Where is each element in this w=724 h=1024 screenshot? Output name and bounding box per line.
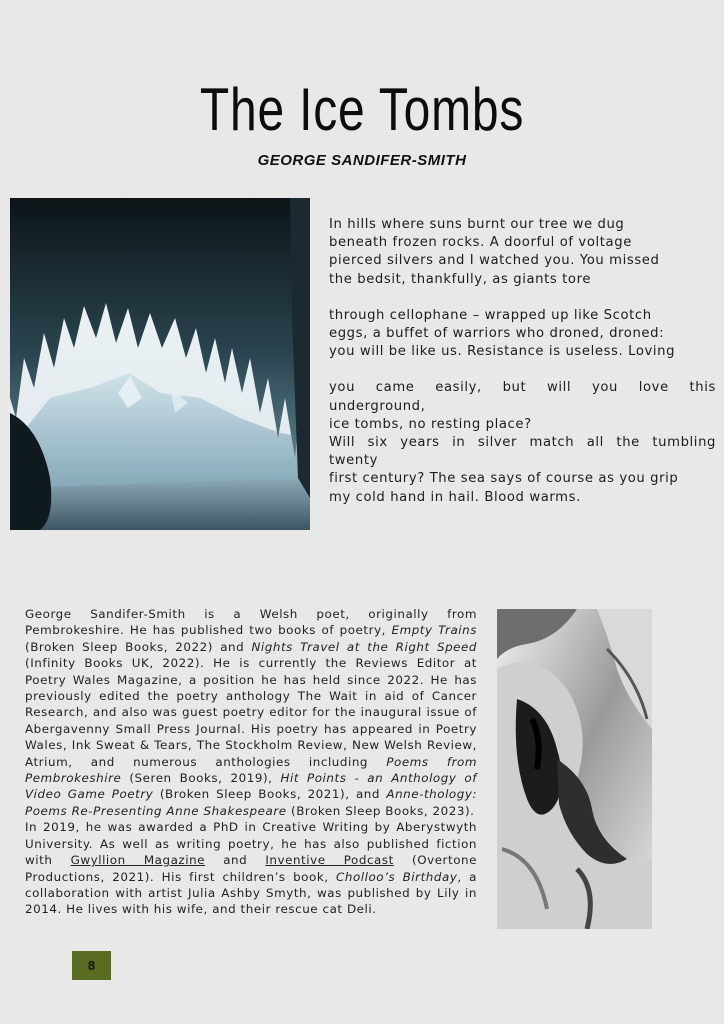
poem-line: pierced silvers and I watched you. You missed (329, 253, 660, 269)
poem-line: you will be like us. Resistance is useless. Loving (329, 344, 676, 360)
book-title: Nights Travel at the Right Speed (251, 639, 477, 654)
poem-stanza-1 (329, 216, 716, 289)
bio-text: (Broken Sleep Books, 2021), and (153, 787, 387, 802)
book-title: Cholloo’s Birthday (336, 869, 458, 884)
book-title: Empty Trains (391, 623, 477, 638)
bio-text: (Seren Books, 2019), (121, 771, 281, 786)
poem-line: underground, (329, 398, 426, 414)
poem-line: eggs, a buffet of warriors who droned, droned: (329, 326, 665, 342)
page-title: The Ice Tombs (199, 76, 525, 143)
bio-text: George Sandifer-Smith is a Welsh poet, originally from Pembrokeshire. He has published two books of poetry, (25, 607, 477, 638)
inventive-podcast-link[interactable]: Inventive Podcast (265, 853, 394, 868)
book-title: Anne-thology: Poems Re-Presenting Anne Shakespeare (25, 787, 477, 818)
page-number: 8 (72, 951, 111, 980)
author-bio (25, 606, 477, 918)
author-name: GEORGE SANDIFER-SMITH (257, 152, 467, 169)
poem-stanza-2 (329, 307, 716, 362)
bio-text: , a collaboration with artist Julia Ashby Smyth, was published by Lily in 2014. He lives with his wife, and their rescue cat Deli. (25, 869, 477, 917)
poem-line: ice tombs, no resting place? (329, 416, 532, 432)
bio-text: (Overtone Productions, 2021). His first children’s book, (25, 853, 477, 884)
poem-line: the bedsit, thankfully, as giants tore (329, 271, 592, 287)
bio-text: (Broken Sleep Books, 2022) and (25, 639, 252, 654)
bio-paragraph-2 (25, 819, 477, 917)
bio-text: (Infinity Books UK, 2022). He is currently the Reviews Editor at Poetry Wales Magazine, a position he has held since 2022. He has previously edited the poetry anthology The Wait in aid of Cancer Research, and also was guest poetry editor for the inaugural issue of Abergavenny Small Press Journal. His poetry has appeared in Poetry Wales, Ink Sweat & Tears, The Stockholm Review, New Welsh Review, Atrium, and numerous anthologies including (25, 656, 477, 769)
bio-text: (Broken Sleep Books, 2023). (286, 803, 475, 818)
book-title: Poems from Pembrokeshire (25, 754, 477, 786)
ice-abstract-photo (497, 609, 652, 929)
poem-line: Will six years in silver match all the tumbling (329, 435, 716, 451)
poem-line: twenty (329, 453, 379, 469)
poem-line: first century? The sea says of course as you grip (329, 471, 679, 487)
poem-line: In hills where suns burnt our tree we dug (329, 217, 625, 232)
poem-line: my cold hand in hail. Blood warms. (329, 489, 581, 505)
poem-line: through cellophane – wrapped up like Scotch (329, 307, 652, 323)
poem-line: you came easily, but will you love this (329, 380, 716, 396)
bio-text: In 2019, he was awarded a PhD in Creative Writing by Aberystwyth University. As well as writing poetry, he has also published fiction with (25, 820, 477, 868)
poem-line: beneath frozen rocks. A doorful of voltage (329, 235, 632, 251)
bio-text: and (205, 853, 266, 868)
poem (329, 216, 716, 525)
ice-cave-photo (10, 198, 310, 530)
bio-paragraph-1 (25, 606, 477, 819)
gwyllion-magazine-link[interactable]: Gwyllion Magazine (70, 853, 206, 868)
book-title: Hit Points - an Anthology of Video Game Poetry (25, 771, 477, 802)
poem-stanza-3 (329, 379, 716, 506)
